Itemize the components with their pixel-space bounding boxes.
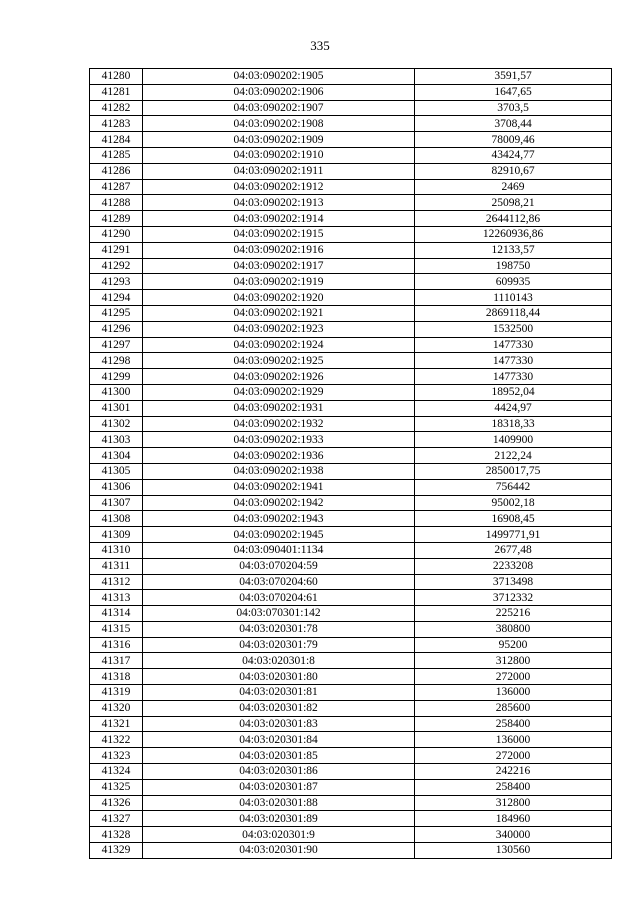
table-row [90,211,612,227]
value-cell: 1647,65 [415,84,612,100]
cadastral-number-cell: 04:03:020301:79 [143,637,415,653]
table-row [90,748,612,764]
row-number-cell: 41294 [90,290,143,306]
table-row [90,337,612,353]
cadastral-number-cell: 04:03:090202:1943 [143,511,415,527]
value-cell: 1477330 [415,369,612,385]
table-row [90,669,612,685]
cadastral-number-cell: 04:03:090202:1926 [143,369,415,385]
row-number-cell: 41322 [90,732,143,748]
value-cell: 272000 [415,748,612,764]
table-row [90,290,612,306]
value-cell: 2850017,75 [415,463,612,479]
cadastral-number-cell: 04:03:090202:1925 [143,353,415,369]
cadastral-number-cell: 04:03:090202:1913 [143,195,415,211]
row-number-cell: 41290 [90,226,143,242]
table-row [90,258,612,274]
table-row [90,416,612,432]
row-number-cell: 41329 [90,843,143,859]
table-body [90,69,612,859]
cadastral-number-cell: 04:03:090202:1942 [143,495,415,511]
value-cell: 380800 [415,621,612,637]
value-cell: 18318,33 [415,416,612,432]
cadastral-number-cell: 04:03:090202:1941 [143,479,415,495]
row-number-cell: 41309 [90,527,143,543]
cadastral-number-cell: 04:03:090202:1908 [143,116,415,132]
value-cell: 2869118,44 [415,305,612,321]
value-cell: 130560 [415,843,612,859]
row-number-cell: 41320 [90,700,143,716]
table-row [90,764,612,780]
cadastral-number-cell: 04:03:020301:88 [143,795,415,811]
cadastral-number-cell: 04:03:090202:1907 [143,100,415,116]
cadastral-number-cell: 04:03:020301:82 [143,700,415,716]
row-number-cell: 41297 [90,337,143,353]
table-row [90,195,612,211]
table-row [90,179,612,195]
table-row [90,811,612,827]
cadastral-number-cell: 04:03:020301:86 [143,764,415,780]
table-row [90,448,612,464]
value-cell: 756442 [415,479,612,495]
value-cell: 1532500 [415,321,612,337]
table-row [90,132,612,148]
cadastral-number-cell: 04:03:070204:59 [143,558,415,574]
row-number-cell: 41283 [90,116,143,132]
cadastral-number-cell: 04:03:090202:1919 [143,274,415,290]
cadastral-number-cell: 04:03:090202:1924 [143,337,415,353]
table-row [90,716,612,732]
value-cell: 184960 [415,811,612,827]
row-number-cell: 41313 [90,590,143,606]
value-cell: 258400 [415,716,612,732]
row-number-cell: 41311 [90,558,143,574]
value-cell: 16908,45 [415,511,612,527]
value-cell: 1499771,91 [415,527,612,543]
value-cell: 4424,97 [415,400,612,416]
row-number-cell: 41285 [90,147,143,163]
row-number-cell: 41300 [90,384,143,400]
row-number-cell: 41312 [90,574,143,590]
table-row [90,479,612,495]
value-cell: 1409900 [415,432,612,448]
table-row [90,653,612,669]
table-row [90,369,612,385]
page-number: 335 [310,38,330,53]
value-cell: 285600 [415,700,612,716]
table-row [90,542,612,558]
table-row [90,621,612,637]
table-row [90,827,612,843]
row-number-cell: 41286 [90,163,143,179]
row-number-cell: 41296 [90,321,143,337]
value-cell: 3708,44 [415,116,612,132]
cadastral-number-cell: 04:03:090202:1909 [143,132,415,148]
value-cell: 2644112,86 [415,211,612,227]
value-cell: 18952,04 [415,384,612,400]
cadastral-number-cell: 04:03:020301:8 [143,653,415,669]
table-row [90,116,612,132]
cadastral-number-cell: 04:03:090202:1911 [143,163,415,179]
cadastral-number-cell: 04:03:090401:1134 [143,542,415,558]
row-number-cell: 41321 [90,716,143,732]
cadastral-number-cell: 04:03:070204:61 [143,590,415,606]
value-cell: 1477330 [415,353,612,369]
table-row [90,226,612,242]
cadastral-number-cell: 04:03:090202:1920 [143,290,415,306]
cadastral-number-cell: 04:03:090202:1931 [143,400,415,416]
row-number-cell: 41287 [90,179,143,195]
cadastral-number-cell: 04:03:090202:1921 [143,305,415,321]
table-row [90,495,612,511]
row-number-cell: 41298 [90,353,143,369]
row-number-cell: 41295 [90,305,143,321]
value-cell: 312800 [415,795,612,811]
row-number-cell: 41316 [90,637,143,653]
cadastral-number-cell: 04:03:090202:1916 [143,242,415,258]
cadastral-number-cell: 04:03:090202:1915 [143,226,415,242]
row-number-cell: 41327 [90,811,143,827]
table-row [90,321,612,337]
value-cell: 340000 [415,827,612,843]
cadastral-number-cell: 04:03:020301:81 [143,685,415,701]
row-number-cell: 41326 [90,795,143,811]
cadastral-number-cell: 04:03:090202:1932 [143,416,415,432]
table-row [90,574,612,590]
cadastral-number-cell: 04:03:020301:87 [143,779,415,795]
table-row [90,242,612,258]
table-row [90,843,612,859]
table-row [90,795,612,811]
row-number-cell: 41308 [90,511,143,527]
value-cell: 12133,57 [415,242,612,258]
table-row [90,637,612,653]
row-number-cell: 41324 [90,764,143,780]
cadastral-number-cell: 04:03:020301:85 [143,748,415,764]
table-row [90,511,612,527]
value-cell: 2233208 [415,558,612,574]
cadastral-number-cell: 04:03:090202:1914 [143,211,415,227]
value-cell: 242216 [415,764,612,780]
value-cell: 136000 [415,732,612,748]
row-number-cell: 41318 [90,669,143,685]
cadastral-number-cell: 04:03:090202:1945 [143,527,415,543]
cadastral-number-cell: 04:03:090202:1938 [143,463,415,479]
cadastral-number-cell: 04:03:020301:90 [143,843,415,859]
cadastral-number-cell: 04:03:020301:78 [143,621,415,637]
value-cell: 1110143 [415,290,612,306]
value-cell: 1477330 [415,337,612,353]
value-cell: 95200 [415,637,612,653]
cadastral-number-cell: 04:03:020301:9 [143,827,415,843]
table-row [90,590,612,606]
cadastral-number-cell: 04:03:020301:89 [143,811,415,827]
row-number-cell: 41323 [90,748,143,764]
row-number-cell: 41282 [90,100,143,116]
cadastral-number-cell: 04:03:020301:84 [143,732,415,748]
value-cell: 3703,5 [415,100,612,116]
table-row [90,305,612,321]
row-number-cell: 41314 [90,606,143,622]
table-row [90,274,612,290]
value-cell: 43424,77 [415,147,612,163]
value-cell: 95002,18 [415,495,612,511]
row-number-cell: 41319 [90,685,143,701]
row-number-cell: 41289 [90,211,143,227]
value-cell: 136000 [415,685,612,701]
row-number-cell: 41292 [90,258,143,274]
cadastral-number-cell: 04:03:090202:1912 [143,179,415,195]
table-row [90,384,612,400]
value-cell: 3712332 [415,590,612,606]
row-number-cell: 41304 [90,448,143,464]
table-row [90,100,612,116]
table-row [90,84,612,100]
value-cell: 2469 [415,179,612,195]
row-number-cell: 41291 [90,242,143,258]
value-cell: 3591,57 [415,69,612,85]
value-cell: 2122,24 [415,448,612,464]
row-number-cell: 41281 [90,84,143,100]
row-number-cell: 41310 [90,542,143,558]
table-row [90,463,612,479]
cadastral-number-cell: 04:03:090202:1917 [143,258,415,274]
value-cell: 225216 [415,606,612,622]
cadastral-number-cell: 04:03:090202:1905 [143,69,415,85]
value-cell: 12260936,86 [415,226,612,242]
cadastral-number-cell: 04:03:020301:80 [143,669,415,685]
value-cell: 78009,46 [415,132,612,148]
row-number-cell: 41328 [90,827,143,843]
value-cell: 312800 [415,653,612,669]
value-cell: 82910,67 [415,163,612,179]
cadastral-value-table [89,68,612,859]
row-number-cell: 41293 [90,274,143,290]
cadastral-number-cell: 04:03:070301:142 [143,606,415,622]
value-cell: 25098,21 [415,195,612,211]
row-number-cell: 41305 [90,463,143,479]
row-number-cell: 41325 [90,779,143,795]
table-row [90,527,612,543]
value-cell: 2677,48 [415,542,612,558]
cadastral-number-cell: 04:03:020301:83 [143,716,415,732]
table-row [90,69,612,85]
row-number-cell: 41303 [90,432,143,448]
table-row [90,606,612,622]
cadastral-number-cell: 04:03:090202:1933 [143,432,415,448]
table-row [90,163,612,179]
value-cell: 3713498 [415,574,612,590]
table-row [90,700,612,716]
cadastral-number-cell: 04:03:090202:1923 [143,321,415,337]
table-row [90,147,612,163]
table-row [90,432,612,448]
row-number-cell: 41302 [90,416,143,432]
value-cell: 198750 [415,258,612,274]
row-number-cell: 41299 [90,369,143,385]
cadastral-number-cell: 04:03:090202:1910 [143,147,415,163]
table-row [90,558,612,574]
row-number-cell: 41284 [90,132,143,148]
row-number-cell: 41301 [90,400,143,416]
row-number-cell: 41306 [90,479,143,495]
row-number-cell: 41280 [90,69,143,85]
row-number-cell: 41315 [90,621,143,637]
cadastral-number-cell: 04:03:090202:1906 [143,84,415,100]
table-row [90,732,612,748]
row-number-cell: 41317 [90,653,143,669]
table-row [90,400,612,416]
row-number-cell: 41288 [90,195,143,211]
value-cell: 258400 [415,779,612,795]
value-cell: 272000 [415,669,612,685]
value-cell: 609935 [415,274,612,290]
table-row [90,779,612,795]
cadastral-number-cell: 04:03:090202:1929 [143,384,415,400]
table-row [90,353,612,369]
table-row [90,685,612,701]
cadastral-number-cell: 04:03:090202:1936 [143,448,415,464]
cadastral-number-cell: 04:03:070204:60 [143,574,415,590]
row-number-cell: 41307 [90,495,143,511]
